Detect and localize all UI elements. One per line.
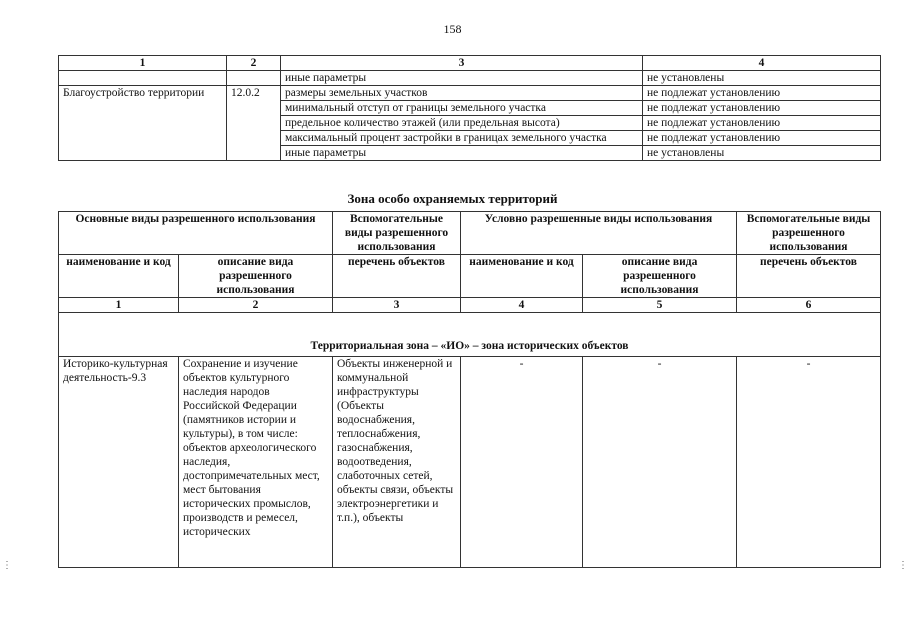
description-header: описание вида разрешенного использования — [179, 255, 333, 298]
param-cell: размеры земельных участков — [281, 86, 643, 101]
page-number: 158 — [443, 22, 462, 36]
name-code-header-2: наименование и код — [461, 255, 583, 298]
param-cell: иные параметры — [281, 146, 643, 161]
col-header-2: 2 — [227, 56, 281, 71]
zone-title: Территориальная зона – «ИО» – зона исторических объектов — [59, 313, 881, 357]
col-number: 4 — [461, 298, 583, 313]
use-code-cell: 12.0.2 — [227, 86, 281, 161]
group-header-row — [59, 212, 881, 255]
table-row — [59, 71, 881, 86]
value-cell: не подлежат установлению — [643, 116, 881, 131]
param-cell: минимальный отступ от границы земельного участка — [281, 101, 643, 116]
objects-cell: Объекты инженерной и коммунальной инфраструктуры (Объекты водоснабжения, теплоснабжения, газоснабжения, водоотведения, слаботочных сетей, объекты связи, объекты электроэнергетики и т.п.), объекты — [333, 357, 461, 568]
sub-header-row — [59, 255, 881, 298]
left-edge-marks: ⋮ — [2, 560, 11, 571]
objects-header: перечень объектов — [333, 255, 461, 298]
table-header-row — [59, 56, 881, 71]
col-number: 6 — [737, 298, 881, 313]
param-cell: иные параметры — [281, 71, 643, 86]
parameters-table — [58, 55, 881, 161]
conditional-name-cell: - — [461, 357, 583, 568]
description-cell: Сохранение и изучение объектов культурного наследия народов Российской Федерации (памятников истории и культуры), в том числе: объектов археологического наследия, достопримечательных мест, мест бытования исторических промыслов, производств и ремесел, исторических — [179, 357, 333, 568]
use-name-cell: Благоустройство территории — [59, 86, 227, 161]
param-cell: предельное количество этажей (или предельная высота) — [281, 116, 643, 131]
value-cell: не подлежат установлению — [643, 131, 881, 146]
conditional-description-cell: - — [583, 357, 737, 568]
aux-uses-header: Вспомогательные виды разрешенного использования — [333, 212, 461, 255]
col-header-3: 3 — [281, 56, 643, 71]
col-number: 2 — [179, 298, 333, 313]
name-code-header: наименование и код — [59, 255, 179, 298]
conditional-uses-header: Условно разрешенные виды использования — [461, 212, 737, 255]
col-header-1: 1 — [59, 56, 227, 71]
description-header-2: описание вида разрешенного использования — [583, 255, 737, 298]
value-cell: не установлены — [643, 71, 881, 86]
param-cell: максимальный процент застройки в границах земельного участка — [281, 131, 643, 146]
value-cell: не установлены — [643, 146, 881, 161]
right-edge-marks: ⋮ — [898, 560, 907, 571]
column-number-row — [59, 298, 881, 313]
col-number: 1 — [59, 298, 179, 313]
zone-title-row — [59, 313, 881, 357]
value-cell: не подлежат установлению — [643, 86, 881, 101]
table-row — [59, 86, 881, 101]
col-header-4: 4 — [643, 56, 881, 71]
main-uses-header: Основные виды разрешенного использования — [59, 212, 333, 255]
value-cell: не подлежат установлению — [643, 101, 881, 116]
aux-uses-header-2: Вспомогательные виды разрешенного использования — [737, 212, 881, 255]
table-row — [59, 357, 881, 568]
col-number: 3 — [333, 298, 461, 313]
col-number: 5 — [583, 298, 737, 313]
conditional-objects-cell: - — [737, 357, 881, 568]
section-title: Зона особо охраняемых территорий — [347, 191, 558, 206]
objects-header-2: перечень объектов — [737, 255, 881, 298]
use-name-cell: Историко-культурная деятельность-9.3 — [59, 357, 179, 568]
zone-table — [58, 211, 881, 568]
